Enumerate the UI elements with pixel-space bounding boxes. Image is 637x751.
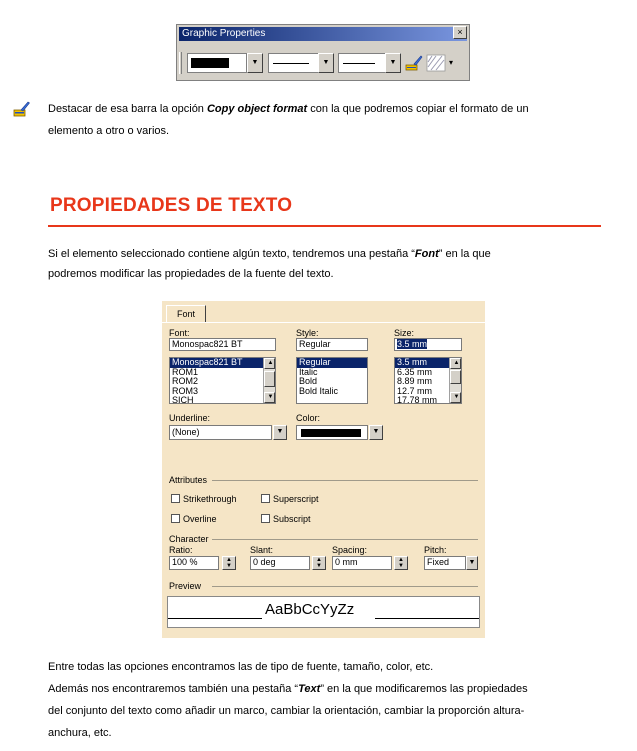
pattern-dropdown-icon[interactable]: ▾ <box>449 58 454 67</box>
color-swatch <box>301 429 361 437</box>
scroll-thumb[interactable] <box>450 370 461 384</box>
scroll-down-icon[interactable]: ▼ <box>264 392 275 403</box>
tab-line <box>162 322 485 323</box>
preview-divider <box>212 586 478 587</box>
character-label: Character <box>169 534 209 544</box>
style-list[interactable] <box>296 357 368 404</box>
p3-line2 <box>48 682 613 697</box>
scroll-up-icon[interactable]: ▲ <box>264 358 275 369</box>
p3-line4: anchura, etc. <box>48 727 112 739</box>
list-item[interactable]: Regular <box>297 358 367 368</box>
section-rule <box>48 225 601 227</box>
overline-label: Overline <box>183 514 217 524</box>
subscript-label: Subscript <box>273 514 311 524</box>
toolbar-title: Graphic Properties <box>179 27 467 41</box>
font-label: Font: <box>169 328 190 338</box>
fill-color-swatch <box>191 58 229 68</box>
graphic-properties-toolbar <box>176 24 470 81</box>
copy-object-format-icon[interactable] <box>405 54 423 72</box>
pitch-label: Pitch: <box>424 545 447 555</box>
p2-text-after: ” en la que <box>438 248 491 260</box>
list-item[interactable]: 6.35 mm <box>397 366 433 377</box>
font-dialog <box>162 301 485 638</box>
p3-line1: Entre todas las opciones encontramos las de tipo de fuente, tamaño, color, etc. <box>48 661 434 673</box>
underline-dropdown-button[interactable]: ▼ <box>273 425 287 440</box>
list-item[interactable]: Bold <box>299 376 318 386</box>
pattern-icon[interactable] <box>425 53 447 73</box>
line-weight-select[interactable] <box>338 53 390 73</box>
line-type-preview <box>273 63 309 64</box>
copy-object-format-icon <box>13 100 31 118</box>
font-list[interactable] <box>169 357 276 404</box>
list-item[interactable]: ROM3 <box>172 385 199 396</box>
line-type-dropdown-button[interactable]: ▼ <box>318 53 334 73</box>
p2-text-before: Si el elemento seleccionado contiene algún texto, tendremos una pestaña “ <box>48 248 415 260</box>
list-item[interactable]: 17.78 mm <box>397 395 438 404</box>
line-weight-dropdown-button[interactable]: ▼ <box>385 53 401 73</box>
list-item[interactable]: 12.7 mm <box>397 385 433 396</box>
fill-color-select[interactable] <box>187 53 247 73</box>
list-item[interactable]: ROM2 <box>172 376 199 386</box>
p1-text-after: con la que podremos copiar el formato de un <box>307 103 529 115</box>
ratio-spinner[interactable]: ▲ ▼ <box>222 556 236 570</box>
slant-spinner[interactable]: ▲ ▼ <box>312 556 326 570</box>
p3-text-before: Además nos encontraremos también una pestaña “ <box>48 683 299 695</box>
underline-label: Underline: <box>169 413 211 423</box>
fill-color-dropdown-button[interactable]: ▼ <box>247 53 263 73</box>
list-item[interactable]: Monospac821 BT <box>170 358 275 368</box>
list-item[interactable]: Italic <box>299 366 318 377</box>
p3-text-after: ” en la que modificaremos las propiedades <box>320 683 528 695</box>
preview-label: Preview <box>169 581 202 591</box>
preview-text: AaBbCcYyZz <box>265 601 355 618</box>
p1-line2: elemento a otro o varios. <box>48 125 170 137</box>
style-input[interactable]: Regular <box>296 338 368 351</box>
p1-text-before: Destacar de esa barra la opción <box>48 103 207 115</box>
color-select[interactable] <box>296 425 368 440</box>
toolbar-close-button[interactable]: × <box>453 26 467 39</box>
preview-box <box>167 596 480 628</box>
p3-line3: del conjunto del texto como añadir un marco, cambiar la orientación, cambiar la proporción altura- <box>48 705 525 717</box>
pitch-select[interactable]: Fixed <box>424 556 466 570</box>
ratio-label: Ratio: <box>169 545 193 555</box>
line-weight-preview <box>343 63 375 64</box>
preview-baseline-left <box>168 618 262 619</box>
subscript-checkbox[interactable] <box>261 514 270 523</box>
attributes-divider <box>212 480 478 481</box>
size-label: Size: <box>394 328 415 338</box>
scroll-down-icon[interactable]: ▼ <box>450 392 461 403</box>
superscript-checkbox[interactable] <box>261 494 270 503</box>
style-label: Style: <box>296 328 319 338</box>
color-label: Color: <box>296 413 321 423</box>
p3-emphasis: Text <box>298 683 321 695</box>
pitch-dropdown-button[interactable]: ▼ <box>466 556 478 570</box>
scroll-thumb[interactable] <box>264 371 275 387</box>
toolbar-grip[interactable] <box>179 52 182 74</box>
p1-emphasis: Copy object format <box>206 103 308 115</box>
paragraph-copy-format <box>48 102 613 117</box>
overline-checkbox[interactable] <box>171 514 180 523</box>
strikethrough-checkbox[interactable] <box>171 494 180 503</box>
list-item[interactable]: 8.89 mm <box>397 376 433 386</box>
ratio-input[interactable]: 100 % <box>169 556 219 570</box>
slant-input[interactable]: 0 deg <box>250 556 310 570</box>
list-item[interactable]: 3.5 mm <box>395 358 461 368</box>
superscript-label: Superscript <box>273 494 319 504</box>
list-item[interactable]: ROM1 <box>172 366 199 377</box>
list-item[interactable]: SICH <box>172 395 194 404</box>
section-title: PROPIEDADES DE TEXTO <box>50 195 293 216</box>
size-input-value: 3.5 mm <box>397 339 428 349</box>
color-dropdown-button[interactable]: ▼ <box>369 425 383 440</box>
character-divider <box>212 539 478 540</box>
size-list-scrollbar[interactable] <box>449 358 461 403</box>
spacing-spinner[interactable]: ▲ ▼ <box>394 556 408 570</box>
strikethrough-label: Strikethrough <box>183 494 237 504</box>
size-list[interactable] <box>394 357 462 404</box>
p2-emphasis: Font <box>414 248 439 260</box>
underline-select[interactable]: (None) <box>169 425 272 440</box>
scroll-up-icon[interactable]: ▲ <box>450 358 461 369</box>
attributes-label: Attributes <box>169 475 208 485</box>
font-list-scrollbar[interactable] <box>263 358 275 403</box>
size-input[interactable] <box>394 338 462 351</box>
slant-label: Slant: <box>250 545 274 555</box>
p2-line2: podremos modificar las propiedades de la fuente del texto. <box>48 268 334 280</box>
tab-font[interactable]: Font <box>166 305 206 323</box>
paragraph-font-tab <box>48 247 608 262</box>
preview-baseline-right <box>375 618 479 619</box>
list-item[interactable]: Bold Italic <box>299 385 339 396</box>
spacing-label: Spacing: <box>332 545 368 555</box>
font-input[interactable]: Monospac821 BT <box>169 338 276 351</box>
spacing-input[interactable]: 0 mm <box>332 556 392 570</box>
